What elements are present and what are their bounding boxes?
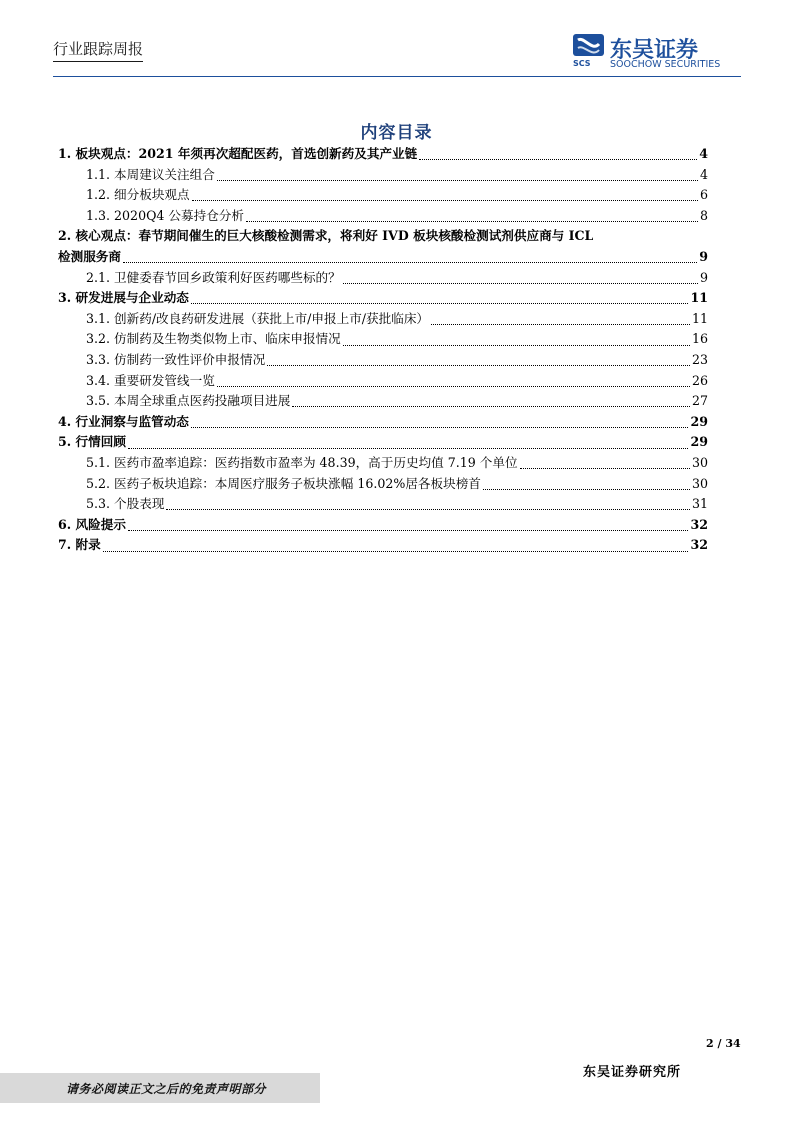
toc-page-number: 27 — [691, 393, 708, 409]
toc-entry-title: 6. 风险提示 — [58, 516, 126, 532]
toc-leader-dots — [343, 282, 698, 284]
toc-entry-title: 3.3. 仿制药一致性评价申报情况 — [86, 351, 266, 367]
toc-page-number: 30 — [691, 475, 708, 491]
toc-entry[interactable] — [58, 185, 708, 206]
toc-entry-title: 5.2. 医药子板块追踪：本周医疗服务子板块涨幅 16.02%居各板块榜首 — [86, 475, 481, 491]
toc-entry[interactable] — [58, 432, 708, 453]
toc-page-number: 8 — [699, 207, 708, 223]
toc-page-number: 30 — [691, 454, 708, 470]
toc-entry[interactable] — [58, 515, 708, 536]
toc-leader-dots — [123, 261, 697, 263]
logo-chinese-name: 东吴证券 — [610, 38, 699, 63]
toc-entry[interactable] — [58, 329, 708, 350]
toc-page-number: 11 — [690, 290, 708, 306]
toc-entry[interactable] — [58, 268, 708, 289]
toc-entry-title: 5.3. 个股表现 — [86, 496, 165, 512]
toc-leader-dots — [292, 405, 690, 407]
toc-page-number: 31 — [691, 496, 708, 512]
toc-page-number: 29 — [690, 434, 708, 450]
toc-entry-title: 2.1. 卫健委春节回乡政策利好医药哪些标的？ — [86, 269, 341, 285]
toc-title: 内容目录 — [360, 123, 433, 143]
toc-page-number: 29 — [690, 413, 708, 429]
toc-leader-dots — [191, 302, 689, 304]
toc-entry-title: 1.1. 本周建议关注组合 — [86, 166, 215, 182]
toc-page-number: 4 — [699, 146, 708, 161]
toc-leader-dots — [128, 529, 689, 531]
toc-entry-title: 5. 行情回顾 — [58, 434, 126, 450]
toc-entry-title: 1. 板块观点：2021 年须再次超配医药，首选创新药及其产业链 — [58, 146, 418, 161]
disclaimer-banner — [0, 1073, 320, 1103]
toc-leader-dots — [217, 179, 698, 181]
toc-entry[interactable] — [58, 288, 708, 309]
toc-entry[interactable] — [58, 412, 708, 433]
toc-entry[interactable] — [58, 144, 708, 165]
toc-page-number: 4 — [699, 166, 708, 182]
company-logo — [572, 32, 742, 72]
toc-page-number: 32 — [690, 537, 708, 553]
header-divider — [53, 76, 741, 77]
toc-page-number: 32 — [690, 516, 708, 532]
toc-entry[interactable] — [58, 494, 708, 515]
toc-entry-title: 1.3. 2020Q4 公募持仓分析 — [86, 207, 244, 223]
toc-entry-title: 3.1. 创新药/改良药研发进展（获批上市/申报上市/获批临床） — [86, 310, 430, 326]
toc-entry-title: 3.2. 仿制药及生物类似物上市、临床申报情况 — [86, 331, 341, 347]
toc-leader-dots — [267, 364, 690, 366]
toc-page-number: 23 — [691, 351, 708, 367]
toc-entry-title: 7. 附录 — [58, 537, 101, 553]
toc-leader-dots — [191, 426, 689, 428]
logo-english-name: SOOCHOW SECURITIES — [610, 59, 721, 70]
toc-entry-title: 3.5. 本周全球重点医药投融项目进展 — [86, 393, 291, 409]
toc-entry-title: 1.2. 细分板块观点 — [86, 187, 190, 203]
toc-leader-dots — [419, 158, 697, 160]
toc-entry[interactable] — [58, 350, 708, 371]
toc-leader-dots — [483, 488, 690, 490]
toc-page-number: 9 — [699, 269, 708, 285]
toc-page-number: 6 — [699, 187, 708, 203]
toc-leader-dots — [217, 385, 690, 387]
toc-page-number: 9 — [699, 248, 708, 264]
toc-entry[interactable] — [58, 474, 708, 495]
toc-leader-dots — [246, 220, 698, 222]
toc-entry[interactable] — [58, 165, 708, 186]
toc-entry[interactable] — [58, 206, 708, 227]
table-of-contents — [58, 144, 708, 556]
toc-leader-dots — [520, 467, 690, 469]
toc-entry[interactable] — [58, 309, 708, 330]
toc-leader-dots — [103, 550, 689, 552]
toc-page-number: 16 — [691, 331, 708, 347]
toc-entry-continued[interactable] — [58, 247, 708, 268]
toc-entry[interactable] — [58, 391, 708, 412]
toc-entry-title-cont: 检测服务商 — [58, 248, 121, 264]
footer-organization: 东吴证券研究所 — [583, 1065, 682, 1080]
toc-leader-dots — [128, 447, 689, 449]
toc-entry-title: 3.4. 重要研发管线一览 — [86, 372, 215, 388]
toc-entry-title: 4. 行业洞察与监管动态 — [58, 413, 189, 429]
toc-leader-dots — [343, 344, 690, 346]
toc-entry-title: 3. 研发进展与企业动态 — [58, 290, 189, 306]
logo-mark-text: SCS — [573, 59, 591, 68]
toc-page-number: 11 — [691, 310, 708, 326]
toc-page-number: 26 — [691, 372, 708, 388]
toc-entry-title: 5.1. 医药市盈率追踪：医药指数市盈率为 48.39，高于历史均值 7.19 个单位 — [86, 454, 518, 470]
disclaimer-text: 请务必阅读正文之后的免责声明部分 — [66, 1082, 267, 1096]
toc-leader-dots — [431, 323, 690, 325]
toc-leader-dots — [166, 508, 690, 510]
toc-entry[interactable] — [58, 226, 708, 247]
report-type-label: 行业跟踪周报 — [53, 38, 143, 62]
toc-entry[interactable] — [58, 453, 708, 474]
toc-leader-dots — [192, 199, 698, 201]
toc-entry[interactable] — [58, 371, 708, 392]
toc-entry[interactable] — [58, 535, 708, 556]
page-number: 2 / 34 — [706, 1037, 741, 1050]
toc-entry-title: 2. 核心观点：春节期间催生的巨大核酸检测需求，将利好 IVD 板块核酸检测试剂供应商与 ICL — [58, 228, 594, 244]
